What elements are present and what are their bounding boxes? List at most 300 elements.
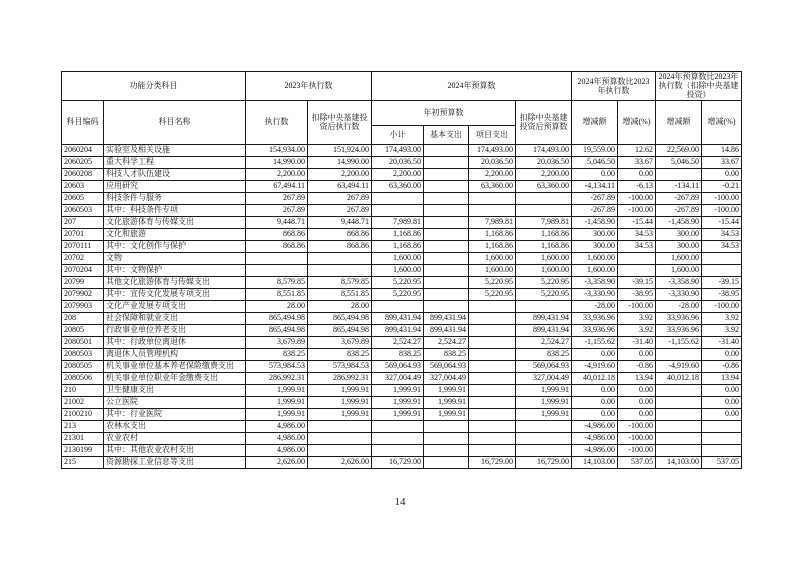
table-row [62, 456, 742, 468]
cell-value: 2,524.27 [516, 336, 572, 348]
cell-value: 1,600.00 [656, 264, 702, 276]
cell-value: 13.94 [618, 372, 656, 384]
cell-subject-name: 科技人才队伍建设 [104, 168, 246, 180]
cell-value: 0.00 [702, 408, 742, 420]
cell-value: -100.00 [618, 444, 656, 456]
cell-value: -31.40 [702, 336, 742, 348]
cell-value [469, 432, 516, 444]
cell-value: 19,559.00 [572, 144, 618, 156]
cell-value: 899,431.94 [516, 324, 572, 336]
cell-value: 1,999.91 [308, 396, 372, 408]
cell-value: -39.15 [618, 276, 656, 288]
cell-value: -28.00 [656, 300, 702, 312]
table-row [62, 252, 742, 264]
cell-value: -0.86 [702, 360, 742, 372]
cell-value: 8,551.85 [308, 288, 372, 300]
cell-value: 899,431.94 [516, 312, 572, 324]
cell-subject-code: 2060503 [62, 204, 104, 216]
header-initial-budget: 年初预算数 [372, 100, 516, 125]
cell-value [424, 300, 469, 312]
cell-subject-code: 2080503 [62, 348, 104, 360]
cell-value: 12.62 [618, 144, 656, 156]
table-row [62, 180, 742, 192]
cell-value [469, 384, 516, 396]
cell-value: -4,986.00 [572, 432, 618, 444]
cell-subject-name: 其中：文化创作与保护 [104, 240, 246, 252]
cell-value: -100.00 [618, 300, 656, 312]
cell-value: 14.86 [702, 144, 742, 156]
cell-value: 63,494.11 [308, 180, 372, 192]
cell-value: 34.53 [618, 228, 656, 240]
cell-value: -100.00 [702, 192, 742, 204]
cell-value: -267.89 [572, 192, 618, 204]
cell-value: -15.44 [618, 216, 656, 228]
cell-value: 63,360.00 [469, 180, 516, 192]
cell-value [469, 360, 516, 372]
cell-subject-code: 207 [62, 216, 104, 228]
cell-subject-name: 其中：行政单位离退休 [104, 336, 246, 348]
cell-value: 838.25 [308, 348, 372, 360]
header-basic-expense: 基本支出 [424, 125, 469, 144]
header-functional-category: 功能分类科目 [62, 72, 246, 101]
cell-subject-name: 农林水支出 [104, 420, 246, 432]
cell-value: -100.00 [702, 204, 742, 216]
cell-value [424, 192, 469, 204]
header-budget-excluding: 扣除中央基建投资后预算数 [516, 100, 572, 144]
cell-subject-name: 科技条件与服务 [104, 192, 246, 204]
cell-value [308, 420, 372, 432]
cell-value [516, 420, 572, 432]
cell-value: 1,600.00 [572, 264, 618, 276]
cell-subject-name: 公立医院 [104, 396, 246, 408]
cell-value: 7,989.81 [372, 216, 424, 228]
header-exec-excluding: 扣除中央基建投资后执行数 [308, 100, 372, 144]
cell-value: 0.00 [618, 408, 656, 420]
table-row [62, 240, 742, 252]
cell-value: 1,168.86 [516, 240, 572, 252]
cell-value [246, 252, 308, 264]
cell-value: 34.53 [618, 240, 656, 252]
cell-value [702, 432, 742, 444]
cell-value: 5,220.95 [469, 288, 516, 300]
cell-subject-name: 机关事业单位职业年金缴费支出 [104, 372, 246, 384]
cell-subject-code: 20799 [62, 276, 104, 288]
cell-value: 0.00 [572, 348, 618, 360]
cell-value: 838.25 [246, 348, 308, 360]
cell-value [656, 444, 702, 456]
cell-value: 14,103.00 [656, 456, 702, 468]
cell-value: 838.25 [372, 348, 424, 360]
cell-value [469, 324, 516, 336]
cell-value [702, 444, 742, 456]
cell-value: 5,220.95 [372, 276, 424, 288]
header-exec: 执行数 [246, 100, 308, 144]
cell-value: 1,999.91 [372, 408, 424, 420]
cell-value: 5,220.95 [372, 288, 424, 300]
cell-value: -38.95 [702, 288, 742, 300]
cell-value: 0.00 [618, 168, 656, 180]
cell-subject-code: 2100210 [62, 408, 104, 420]
cell-subject-code: 208 [62, 312, 104, 324]
cell-value: -6.13 [618, 180, 656, 192]
table-row [62, 408, 742, 420]
cell-subject-name: 文化和旅游 [104, 228, 246, 240]
cell-value: 300.00 [572, 240, 618, 252]
cell-value: -100.00 [618, 204, 656, 216]
budget-table [61, 71, 742, 469]
cell-value [656, 408, 702, 420]
cell-value: -39.15 [702, 276, 742, 288]
cell-value: 573,984.53 [246, 360, 308, 372]
cell-value [424, 144, 469, 156]
cell-value: 327,004.49 [424, 372, 469, 384]
header-project-expense: 项目支出 [469, 125, 516, 144]
cell-value: 34.53 [702, 228, 742, 240]
cell-value: 1,999.91 [424, 396, 469, 408]
cell-subject-code: 21002 [62, 396, 104, 408]
cell-value [424, 420, 469, 432]
cell-value: -0.86 [618, 360, 656, 372]
cell-value: 838.25 [516, 348, 572, 360]
cell-value: -31.40 [618, 336, 656, 348]
cell-value: 1,168.86 [372, 240, 424, 252]
cell-value: 537.05 [702, 456, 742, 468]
table-row [62, 264, 742, 276]
cell-value: -100.00 [618, 420, 656, 432]
cell-subject-code: 2070204 [62, 264, 104, 276]
cell-value: 300.00 [572, 228, 618, 240]
table-row [62, 216, 742, 228]
table-row [62, 348, 742, 360]
table-row [62, 288, 742, 300]
cell-value [702, 264, 742, 276]
cell-value: 63,360.00 [516, 180, 572, 192]
cell-value: 20,036.50 [372, 156, 424, 168]
cell-value: 0.00 [702, 396, 742, 408]
cell-subject-code: 2080505 [62, 360, 104, 372]
cell-value: 569,064.93 [516, 360, 572, 372]
cell-value: 2,626.00 [308, 456, 372, 468]
cell-value [516, 300, 572, 312]
cell-value: 865,494.98 [246, 312, 308, 324]
cell-value [372, 420, 424, 432]
cell-value [424, 180, 469, 192]
cell-subject-name: 其他文化旅游体育与传媒支出 [104, 276, 246, 288]
cell-value: 4,986.00 [246, 420, 308, 432]
table-row [62, 276, 742, 288]
cell-value [424, 240, 469, 252]
cell-value [308, 432, 372, 444]
cell-value: 267.89 [246, 192, 308, 204]
cell-value: 2,200.00 [246, 168, 308, 180]
cell-subject-name: 重大科学工程 [104, 156, 246, 168]
cell-value: 8,579.85 [246, 276, 308, 288]
cell-subject-code: 2079903 [62, 300, 104, 312]
cell-value: 40,012.18 [656, 372, 702, 384]
cell-value [516, 192, 572, 204]
header-delta-2: 增减额 [656, 100, 702, 144]
cell-value: 865,494.98 [246, 324, 308, 336]
cell-value: 40,012.18 [572, 372, 618, 384]
cell-value: 2,524.27 [372, 336, 424, 348]
cell-subject-name: 机关事业单位基本养老保险缴费支出 [104, 360, 246, 372]
cell-value [469, 348, 516, 360]
cell-value: 899,431.94 [372, 312, 424, 324]
cell-value [656, 168, 702, 180]
cell-value [702, 252, 742, 264]
cell-value [469, 336, 516, 348]
cell-value: 1,600.00 [372, 252, 424, 264]
cell-value: -3,330.90 [656, 288, 702, 300]
cell-value: 1,999.91 [308, 384, 372, 396]
cell-value: 5,046.50 [656, 156, 702, 168]
cell-value [372, 444, 424, 456]
cell-value: 7,989.81 [516, 216, 572, 228]
table-row [62, 312, 742, 324]
table-row [62, 228, 742, 240]
table-row [62, 360, 742, 372]
cell-value [516, 444, 572, 456]
cell-value: 1,600.00 [372, 264, 424, 276]
cell-value: 838.25 [424, 348, 469, 360]
cell-subject-name: 文物 [104, 252, 246, 264]
cell-value [424, 252, 469, 264]
cell-subject-code: 2060204 [62, 144, 104, 156]
table-row [62, 144, 742, 156]
cell-subject-name: 其中：其他农业农村支出 [104, 444, 246, 456]
cell-value: 33,936.96 [656, 324, 702, 336]
cell-value: -3,358.90 [656, 276, 702, 288]
cell-value [424, 168, 469, 180]
cell-subject-name: 离退休人员管理机构 [104, 348, 246, 360]
cell-value: 3.92 [702, 312, 742, 324]
cell-value: 865,494.98 [308, 324, 372, 336]
cell-subject-name: 行政事业单位养老支出 [104, 324, 246, 336]
cell-value: -1,155.62 [656, 336, 702, 348]
cell-value [372, 300, 424, 312]
cell-value: -267.89 [572, 204, 618, 216]
cell-value [308, 252, 372, 264]
cell-value: 868.86 [308, 228, 372, 240]
cell-value: 1,999.91 [308, 408, 372, 420]
cell-value [469, 300, 516, 312]
cell-value [246, 264, 308, 276]
cell-value: -1,458.90 [656, 216, 702, 228]
cell-value: 2,200.00 [516, 168, 572, 180]
cell-subject-name: 社会保障和就业支出 [104, 312, 246, 324]
cell-value [516, 204, 572, 216]
cell-value: 1,600.00 [572, 252, 618, 264]
cell-value: -100.00 [702, 300, 742, 312]
cell-value: -3,358.90 [572, 276, 618, 288]
cell-value: 1,600.00 [656, 252, 702, 264]
cell-value [372, 192, 424, 204]
table-row [62, 168, 742, 180]
cell-value: -38.95 [618, 288, 656, 300]
cell-value: -100.00 [618, 192, 656, 204]
cell-subject-name: 农业农村 [104, 432, 246, 444]
cell-value: 33,936.96 [572, 324, 618, 336]
cell-subject-name: 实验室及相关设施 [104, 144, 246, 156]
cell-value: -100.00 [618, 432, 656, 444]
header-row-groups [62, 72, 742, 101]
table-header [62, 72, 742, 145]
cell-subject-code: 210 [62, 384, 104, 396]
table-row [62, 324, 742, 336]
cell-value: 3,679.89 [308, 336, 372, 348]
cell-value: 286,992.31 [308, 372, 372, 384]
cell-value: 9,448.71 [246, 216, 308, 228]
cell-value: 5,220.95 [516, 276, 572, 288]
cell-value: 300.00 [656, 228, 702, 240]
cell-value: 20,036.50 [516, 156, 572, 168]
cell-value: 286,992.31 [246, 372, 308, 384]
cell-value: -4,919.60 [572, 360, 618, 372]
cell-value [424, 228, 469, 240]
cell-value: 16,729.00 [372, 456, 424, 468]
cell-value [424, 288, 469, 300]
cell-value [618, 264, 656, 276]
cell-subject-name: 其中：行业医院 [104, 408, 246, 420]
cell-value [469, 420, 516, 432]
cell-value: 174,493.00 [372, 144, 424, 156]
cell-value: 1,168.86 [516, 228, 572, 240]
cell-value: -1,458.90 [572, 216, 618, 228]
cell-subject-name: 卫生健康支出 [104, 384, 246, 396]
cell-value: 1,999.91 [516, 408, 572, 420]
cell-value: 0.00 [618, 384, 656, 396]
cell-value: 899,431.94 [424, 312, 469, 324]
cell-value: 1,600.00 [516, 252, 572, 264]
cell-value: -0.21 [702, 180, 742, 192]
table-row [62, 432, 742, 444]
cell-value: 22,569.00 [656, 144, 702, 156]
cell-value: 537.05 [618, 456, 656, 468]
cell-subject-code: 20701 [62, 228, 104, 240]
cell-value: 0.00 [572, 396, 618, 408]
table-row [62, 384, 742, 396]
cell-subject-code: 2080501 [62, 336, 104, 348]
cell-value [372, 432, 424, 444]
page-number: 14 [394, 496, 406, 508]
cell-value: 4,986.00 [246, 432, 308, 444]
cell-subject-code: 20603 [62, 180, 104, 192]
cell-value: 28.00 [246, 300, 308, 312]
cell-value: 899,431.94 [424, 324, 469, 336]
table-row [62, 300, 742, 312]
cell-value: 4,986.00 [246, 444, 308, 456]
cell-value: 5,220.95 [469, 276, 516, 288]
cell-value [469, 396, 516, 408]
cell-value [516, 432, 572, 444]
cell-subject-code: 20702 [62, 252, 104, 264]
cell-value: 1,999.91 [372, 396, 424, 408]
cell-subject-code: 20605 [62, 192, 104, 204]
cell-value: 0.00 [618, 348, 656, 360]
cell-value: -3,330.90 [572, 288, 618, 300]
cell-subject-name: 其中：文物保护 [104, 264, 246, 276]
cell-subject-code: 20805 [62, 324, 104, 336]
cell-value: 300.00 [656, 240, 702, 252]
cell-value: 174,493.00 [516, 144, 572, 156]
cell-value: -4,986.00 [572, 444, 618, 456]
cell-value: 1,600.00 [516, 264, 572, 276]
cell-value: 63,360.00 [372, 180, 424, 192]
cell-value: 1,168.86 [372, 228, 424, 240]
cell-subject-code: 213 [62, 420, 104, 432]
cell-subject-name: 文化旅游体育与传媒支出 [104, 216, 246, 228]
cell-subject-name: 其中：宣传文化发展专项支出 [104, 288, 246, 300]
cell-value: 2,524.27 [424, 336, 469, 348]
cell-value: 1,999.91 [246, 384, 308, 396]
cell-subject-name: 文化产业发展专项支出 [104, 300, 246, 312]
cell-value [618, 252, 656, 264]
cell-value: 14,103.00 [572, 456, 618, 468]
cell-value: 13.94 [702, 372, 742, 384]
cell-value: 20,036.50 [469, 156, 516, 168]
header-row-sub [62, 100, 742, 125]
cell-value: 865,494.98 [308, 312, 372, 324]
cell-subject-name: 其中：科技条件专项 [104, 204, 246, 216]
cell-value: 5,046.50 [572, 156, 618, 168]
cell-value: 33,936.96 [572, 312, 618, 324]
cell-subject-code: 2060208 [62, 168, 104, 180]
cell-value: 33,936.96 [656, 312, 702, 324]
cell-value: 0.00 [572, 168, 618, 180]
table-body [62, 144, 742, 468]
cell-value: 1,999.91 [246, 396, 308, 408]
cell-value: 151,924.00 [308, 144, 372, 156]
header-delta-1: 增减额 [572, 100, 618, 144]
cell-value: 2,200.00 [308, 168, 372, 180]
cell-value: 8,579.85 [308, 276, 372, 288]
header-subject-name: 科目名称 [104, 100, 246, 144]
cell-value: 7,989.81 [469, 216, 516, 228]
cell-value [656, 384, 702, 396]
cell-value: -267.89 [656, 204, 702, 216]
cell-subject-code: 21301 [62, 432, 104, 444]
cell-value: 1,999.91 [372, 384, 424, 396]
cell-value: 0.00 [618, 396, 656, 408]
cell-value: 14,990.00 [246, 156, 308, 168]
cell-subject-code: 215 [62, 456, 104, 468]
cell-subject-name: 应用研究 [104, 180, 246, 192]
cell-subject-code: 2070111 [62, 240, 104, 252]
cell-value: -267.89 [656, 192, 702, 204]
cell-value: -4,986.00 [572, 420, 618, 432]
cell-value [656, 396, 702, 408]
cell-value: 327,004.49 [372, 372, 424, 384]
cell-value: 267.89 [308, 204, 372, 216]
table-row [62, 204, 742, 216]
cell-value: 14,990.00 [308, 156, 372, 168]
cell-value [424, 264, 469, 276]
cell-value [469, 204, 516, 216]
cell-value: 1,999.91 [516, 396, 572, 408]
cell-subject-code: 2130199 [62, 444, 104, 456]
cell-value: 0.00 [572, 384, 618, 396]
cell-value: 0.00 [572, 408, 618, 420]
cell-value: 174,493.00 [469, 144, 516, 156]
cell-value: 3.92 [702, 324, 742, 336]
cell-value: 2,200.00 [372, 168, 424, 180]
cell-value: 154,934.00 [246, 144, 308, 156]
cell-value [424, 276, 469, 288]
cell-value [308, 264, 372, 276]
cell-value: 1,600.00 [469, 252, 516, 264]
cell-subject-code: 2060205 [62, 156, 104, 168]
cell-value: 2,626.00 [246, 456, 308, 468]
